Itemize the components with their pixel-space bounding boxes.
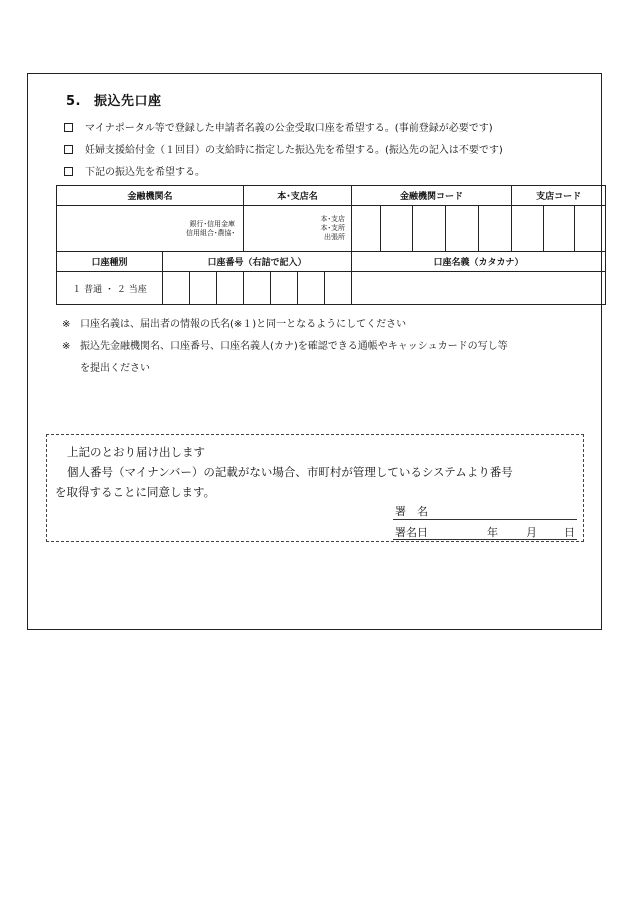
account-number-digit[interactable] bbox=[163, 272, 190, 305]
account-holder-cell[interactable] bbox=[352, 272, 606, 305]
inst-code-digit[interactable] bbox=[413, 206, 446, 252]
account-number-digit[interactable] bbox=[244, 272, 271, 305]
branch-name-cell[interactable] bbox=[244, 206, 352, 252]
inst-type-2: 信用組合･農協･ bbox=[186, 228, 236, 237]
branch-code-digit[interactable] bbox=[512, 206, 544, 252]
header-branch: 本･支店名 bbox=[244, 186, 352, 206]
account-number-digit[interactable] bbox=[271, 272, 298, 305]
inst-type-1: 銀行･信用金庫 bbox=[189, 219, 236, 228]
day-label: 日 bbox=[564, 526, 575, 539]
inst-code-digit[interactable] bbox=[446, 206, 479, 252]
consent-line-1: 上記のとおり届け出します bbox=[67, 445, 205, 459]
consent-line-2: 個人番号（マイナンバー）の記載がない場合、市町村が管理しているシステムより番号 bbox=[67, 465, 513, 479]
branch-code-digit[interactable] bbox=[544, 206, 575, 252]
option-label: 妊婦支援給付金（１回目）の支給時に指定した振込先を希望する。(振込先の記入は不要です) bbox=[85, 145, 503, 156]
option-label: マイナポータル等で登録した申請者名義の公金受取口座を希望する。(事前登録が必要です) bbox=[85, 123, 493, 134]
account-number-digit[interactable] bbox=[325, 272, 352, 305]
checkbox[interactable] bbox=[64, 123, 73, 132]
section-title bbox=[66, 90, 162, 109]
option-label: 下記の振込先を希望する。 bbox=[85, 167, 205, 178]
month-label: 月 bbox=[526, 526, 537, 539]
note-text: を提出ください bbox=[80, 363, 150, 374]
header-inst-code: 金融機関コード bbox=[352, 186, 512, 206]
header-account-number: 口座番号（右詰で記入） bbox=[163, 252, 352, 272]
header-branch-code: 支店コード bbox=[512, 186, 606, 206]
header-account-type: 口座種別 bbox=[57, 252, 163, 272]
note-text: 振込先金融機関名、口座番号、口座名義人(カナ)を確認できる通帳やキャッシュカードの写し等 bbox=[80, 341, 508, 352]
institution-name-cell[interactable] bbox=[57, 206, 244, 252]
signature-field[interactable] bbox=[393, 519, 577, 520]
account-number-digit[interactable] bbox=[298, 272, 325, 305]
consent-box bbox=[46, 434, 584, 542]
note-text: 口座名義は、届出者の情報の氏名(※１)と同一となるようにしてください bbox=[80, 319, 407, 330]
option-previous-account[interactable] bbox=[64, 141, 503, 156]
inst-code-digit[interactable] bbox=[479, 206, 512, 252]
branch-code-digit[interactable] bbox=[575, 206, 606, 252]
note-mark: ※ bbox=[62, 341, 71, 352]
bank-account-table bbox=[56, 185, 606, 305]
signature-label: 署 名 bbox=[395, 505, 428, 518]
branch-type-3: 出張所 bbox=[324, 233, 346, 241]
note-1 bbox=[62, 315, 406, 330]
branch-type-2: 本･支所 bbox=[320, 224, 346, 232]
header-institution: 金融機関名 bbox=[57, 186, 244, 206]
consent-line-3: を取得することに同意します。 bbox=[55, 485, 216, 499]
note-2-continued bbox=[62, 359, 150, 374]
checkbox[interactable] bbox=[64, 167, 73, 176]
note-mark: ※ bbox=[62, 319, 71, 330]
header-account-holder: 口座名義（カタカナ） bbox=[352, 252, 606, 272]
year-label: 年 bbox=[487, 526, 498, 539]
branch-type-1: 本･支店 bbox=[320, 215, 346, 223]
checkbox[interactable] bbox=[64, 145, 73, 154]
account-number-digit[interactable] bbox=[217, 272, 244, 305]
section-heading: 振込先口座 bbox=[94, 94, 162, 109]
option-public-account[interactable] bbox=[64, 119, 493, 134]
inst-code-digit[interactable] bbox=[352, 206, 381, 252]
sign-date-label: 署名日 bbox=[395, 526, 428, 539]
inst-code-digit[interactable] bbox=[381, 206, 413, 252]
note-2 bbox=[62, 337, 508, 352]
section-number: 5. bbox=[66, 94, 81, 109]
account-number-digit[interactable] bbox=[190, 272, 217, 305]
account-type-cell[interactable]: １ 普通 ・ ２ 当座 bbox=[57, 272, 163, 305]
option-new-account[interactable] bbox=[64, 163, 205, 178]
sign-date-field[interactable] bbox=[393, 539, 577, 540]
